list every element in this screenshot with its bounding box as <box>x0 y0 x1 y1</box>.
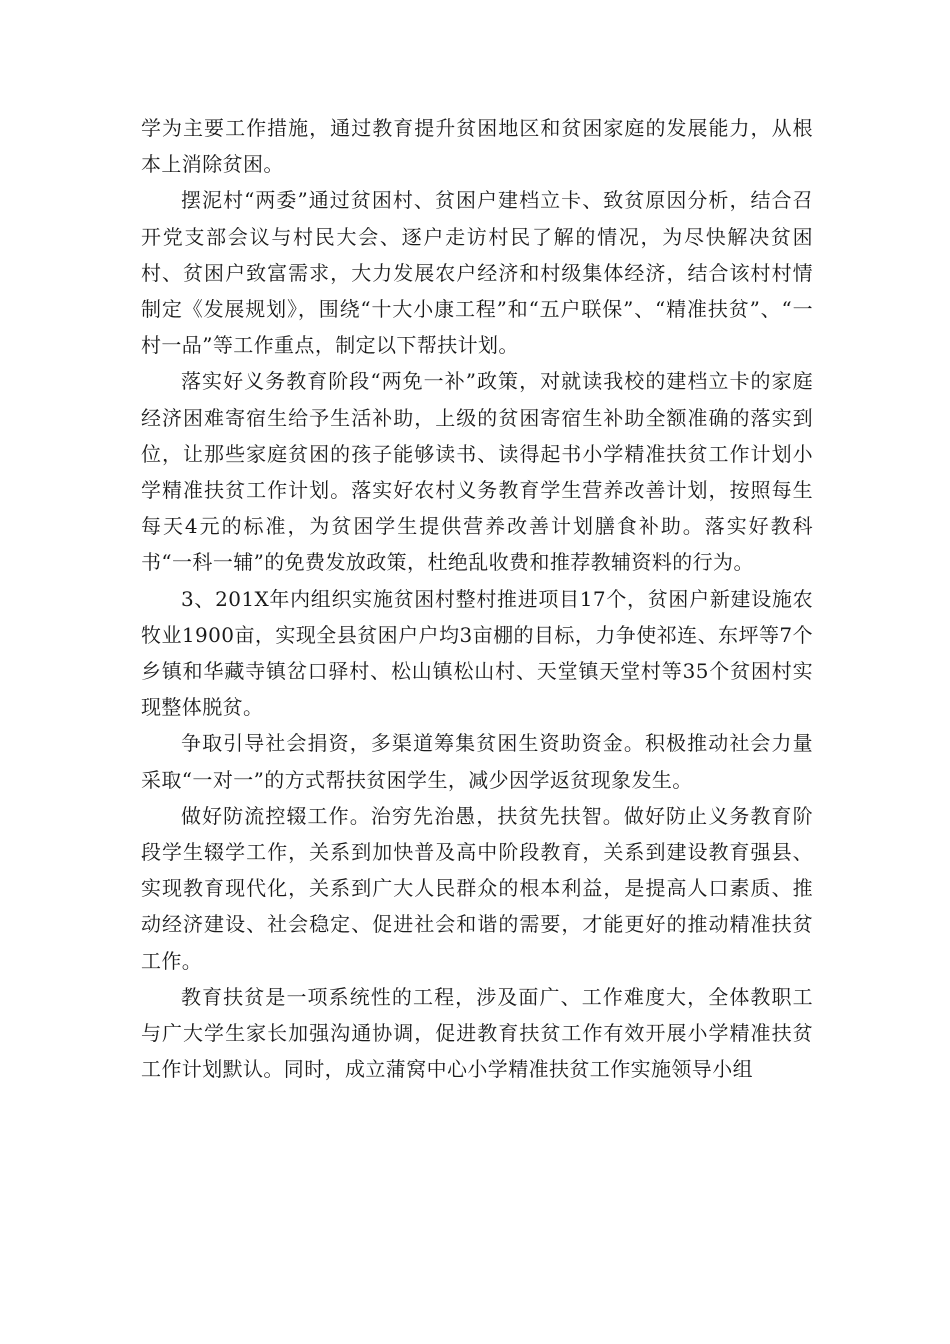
paragraph-social-donation: 争取引导社会捐资，多渠道筹集贫困生资助资金。积极推动社会力量采取“一对一”的方式帮扶贫困学生，减少因学返贫现象发生。 <box>141 731 813 792</box>
paragraph-dropout-control: 做好防流控辍工作。治穷先治愚，扶贫先扶智。做好防止义务教育阶段学生辍学工作，关系到加快普及高中阶段教育，关系到建设教育强县、实现教育现代化，关系到广大人民群众的根本利益，是提高人口素质、推动经济建设、社会稳定、促进社会和谐的需要，才能更好的推动精准扶贫工作。 <box>141 803 813 973</box>
paragraph-village-plan: 摆泥村“两委”通过贫困村、贫困户建档立卡、致贫原因分析，结合召开党支部会议与村民大会、逐户走访村民了解的情况，为尽快解决贫困村、贫困户致富需求，大力发展农户经济和村级集体经济，结合该村村情制定《发展规划》，围绕“十大小康工程”和“五户联保”、“精准扶贫”、“一村一品”等工作重点，制定以下帮扶计划。 <box>141 188 813 358</box>
paragraph-continuation: 学为主要工作措施，通过教育提升贫困地区和贫困家庭的发展能力，从根本上消除贫困。 <box>141 116 813 177</box>
paragraph-village-projects: 3、201X年内组织实施贫困村整村推进项目17个，贫困户新建设施农牧业1900亩，实现全县贫困户户均3亩棚的目标，力争使祁连、东坪等7个乡镇和华藏寺镇岔口驿村、松山镇松山村、天堂镇天堂村等35个贫困村实现整体脱贫。 <box>141 586 813 720</box>
paragraph-education-poverty: 教育扶贫是一项系统性的工程，涉及面广、工作难度大，全体教职工与广大学生家长加强沟通协调，促进教育扶贫工作有效开展小学精准扶贫工作计划默认。同时，成立蒲窝中心小学精准扶贫工作实施领导小组 <box>141 984 813 1082</box>
paragraph-subsidy-policy: 落实好义务教育阶段“两免一补”政策，对就读我校的建档立卡的家庭经济困难寄宿生给予生活补助，上级的贫困寄宿生补助全额准确的落实到位，让那些家庭贫困的孩子能够读书、读得起书小学精准扶贫工作计划小学精准扶贫工作计划。落实好农村义务教育学生营养改善计划，按照每生每天4元的标准，为贫困学生提供营养改善计划膳食补助。落实好教科书“一科一辅”的免费发放政策，杜绝乱收费和推荐教辅资料的行为。 <box>141 369 813 575</box>
document-page <box>141 110 813 1087</box>
